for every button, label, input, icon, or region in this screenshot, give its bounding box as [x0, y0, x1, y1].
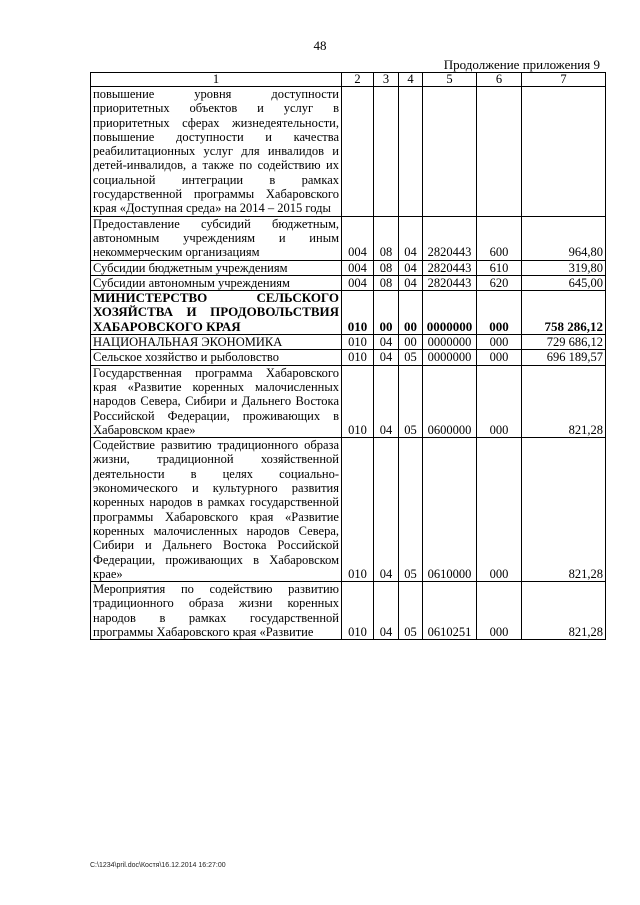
file-path-footer: C:\1234\pril.doc\Костя\16.12.2014 16:27:00 — [90, 862, 226, 869]
cell-expense-type: 620 — [477, 275, 522, 290]
table-row — [91, 582, 606, 640]
col-header-5: 5 — [423, 73, 477, 87]
col-header-2: 2 — [342, 73, 374, 87]
row-description: Субсидии бюджетным учреждениям — [91, 260, 342, 275]
table-row — [91, 260, 606, 275]
row-description: МИНИСТЕРСТВО СЕЛЬСКОГО ХОЗЯЙСТВА И ПРОДОВОЛЬСТВИЯ ХАБАРОВСКОГО КРАЯ — [91, 291, 342, 335]
cell-target — [423, 87, 477, 217]
col-header-6: 6 — [477, 73, 522, 87]
cell-amount: 645,00 — [522, 275, 606, 290]
cell-subsection: 05 — [399, 365, 423, 437]
cell-subsection: 05 — [399, 582, 423, 640]
cell-section: 00 — [374, 291, 399, 335]
cell-expense-type: 000 — [477, 350, 522, 365]
col-header-7: 7 — [522, 73, 606, 87]
row-description: повышение уровня доступности приоритетных объектов и услуг в приоритетных сферах жизнедеятельности, повышение доступности и качества реабилитационных услуг для инвалидов и детей-инвалидов, а также по содействию их социальной интеграции в рамках государственной программы Хабаровского края «Доступная среда» на 2014 – 2015 годы — [91, 87, 342, 217]
cell-target: 0000000 — [423, 350, 477, 365]
continuation-label: Продолжение приложения 9 — [443, 57, 600, 72]
cell-subsection — [399, 87, 423, 217]
row-description: Сельское хозяйство и рыболовство — [91, 350, 342, 365]
row-description: Мероприятия по содействию развитию традиционного образа жизни коренных народов в рамках государственной программы Хабаровского края «Развитие — [91, 582, 342, 640]
cell-target: 0610000 — [423, 438, 477, 582]
cell-expense-type: 000 — [477, 438, 522, 582]
cell-code: 010 — [342, 335, 374, 350]
table-row — [91, 350, 606, 365]
cell-code — [342, 87, 374, 217]
cell-subsection: 04 — [399, 275, 423, 290]
cell-section — [374, 87, 399, 217]
table-row — [91, 365, 606, 437]
table-row — [91, 87, 606, 217]
cell-code: 004 — [342, 275, 374, 290]
cell-code: 010 — [342, 582, 374, 640]
page-number: 48 — [313, 38, 327, 53]
budget-table — [90, 72, 606, 640]
table-row — [91, 275, 606, 290]
row-description: Субсидии автономным учреждениям — [91, 275, 342, 290]
col-header-4: 4 — [399, 73, 423, 87]
cell-section: 04 — [374, 438, 399, 582]
cell-amount: 696 189,57 — [522, 350, 606, 365]
cell-subsection: 04 — [399, 216, 423, 260]
cell-amount — [522, 87, 606, 217]
cell-section: 04 — [374, 582, 399, 640]
cell-section: 04 — [374, 365, 399, 437]
cell-subsection: 04 — [399, 260, 423, 275]
table-row — [91, 438, 606, 582]
table-row-ministry — [91, 291, 606, 335]
cell-section: 08 — [374, 275, 399, 290]
cell-target: 0000000 — [423, 335, 477, 350]
cell-amount: 729 686,12 — [522, 335, 606, 350]
cell-amount: 821,28 — [522, 582, 606, 640]
cell-expense-type: 610 — [477, 260, 522, 275]
cell-subsection: 00 — [399, 335, 423, 350]
header-row — [91, 73, 606, 87]
cell-amount: 821,28 — [522, 438, 606, 582]
cell-expense-type: 000 — [477, 365, 522, 437]
cell-code: 004 — [342, 216, 374, 260]
cell-subsection: 05 — [399, 350, 423, 365]
col-header-1: 1 — [91, 73, 342, 87]
cell-amount: 758 286,12 — [522, 291, 606, 335]
cell-subsection: 05 — [399, 438, 423, 582]
cell-code: 010 — [342, 365, 374, 437]
cell-target: 2820443 — [423, 275, 477, 290]
cell-target: 0000000 — [423, 291, 477, 335]
cell-target: 0610251 — [423, 582, 477, 640]
cell-section: 04 — [374, 335, 399, 350]
cell-target: 2820443 — [423, 260, 477, 275]
cell-section: 04 — [374, 350, 399, 365]
cell-amount: 319,80 — [522, 260, 606, 275]
table-row — [91, 335, 606, 350]
cell-target: 0600000 — [423, 365, 477, 437]
cell-section: 08 — [374, 216, 399, 260]
cell-code: 010 — [342, 291, 374, 335]
row-description: НАЦИОНАЛЬНАЯ ЭКОНОМИКА — [91, 335, 342, 350]
cell-expense-type: 600 — [477, 216, 522, 260]
cell-subsection: 00 — [399, 291, 423, 335]
cell-code: 010 — [342, 438, 374, 582]
cell-code: 004 — [342, 260, 374, 275]
cell-expense-type — [477, 87, 522, 217]
cell-expense-type: 000 — [477, 335, 522, 350]
table-row — [91, 216, 606, 260]
cell-code: 010 — [342, 350, 374, 365]
cell-target: 2820443 — [423, 216, 477, 260]
row-description: Содействие развитию традиционного образа жизни, традиционной хозяйственной деятельности в целях социально-экономического и культурного развития коренных народов в рамках государственной программы Хабаровского края «Развитие коренных малочисленных народов Севера, Сибири и Дальнего Востока Российской Федерации, проживающих в Хабаровском крае» — [91, 438, 342, 582]
cell-expense-type: 000 — [477, 291, 522, 335]
row-description: Государственная программа Хабаровского края «Развитие коренных малочисленных народов Севера, Сибири и Дальнего Востока Российской Федерации, проживающих в Хабаровском крае» — [91, 365, 342, 437]
cell-amount: 964,80 — [522, 216, 606, 260]
cell-expense-type: 000 — [477, 582, 522, 640]
col-header-3: 3 — [374, 73, 399, 87]
row-description: Предоставление субсидий бюджетным, автономным учреждениям и иным некоммерческим организациям — [91, 216, 342, 260]
cell-amount: 821,28 — [522, 365, 606, 437]
cell-section: 08 — [374, 260, 399, 275]
